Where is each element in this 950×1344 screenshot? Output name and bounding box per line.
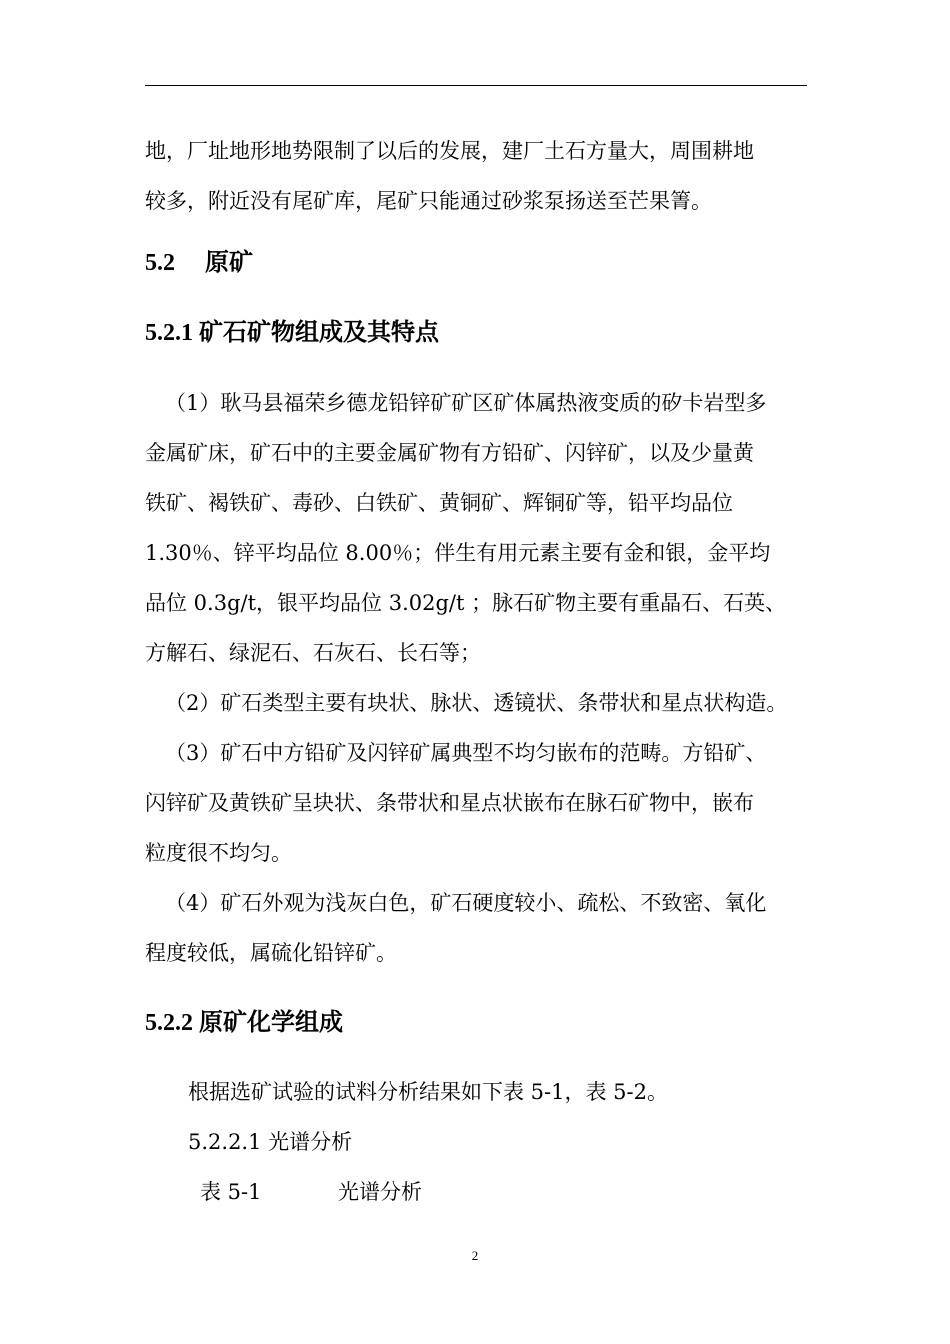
paragraph-line: 1.30％、锌平均品位 8.00％；伴生有用元素主要有金和银，金平均 [145,541,771,565]
paragraph-line: 粒度很不均匀。 [145,841,292,865]
subsubsection-heading: 5.2.2.1 光谱分析 [188,1130,353,1154]
subsection-heading: 5.2.2 原矿化学组成 [145,1010,343,1036]
page-number: 2 [471,1248,479,1263]
paragraph-line: 品位 0.3g/t，银平均品位 3.02g/t ；脉石矿物主要有重晶石、石英、 [145,591,787,615]
header-rule [145,85,807,86]
section-heading: 5.2 原矿 [145,250,253,276]
paragraph-line: 程度较低，属硫化铅锌矿。 [145,941,397,965]
paragraph-line: 铁矿、褐铁矿、毒砂、白铁矿、黄铜矿、辉铜矿等，铅平均品位 [145,491,733,515]
paragraph-line: （1）耿马县福荣乡德龙铅锌矿矿区矿体属热液变质的矽卡岩型多 [165,391,767,415]
paragraph-line: （4）矿石外观为浅灰白色，矿石硬度较小、疏松、不致密、氧化 [165,891,767,915]
table-caption-title: 光谱分析 [338,1180,422,1204]
table-caption-number: 表 5-1 [200,1180,262,1204]
paragraph-line: （3）矿石中方铅矿及闪锌矿属典型不均匀嵌布的范畴。方铅矿、 [165,741,767,765]
paragraph-line: 根据选矿试验的试料分析结果如下表 5-1，表 5-2。 [188,1080,668,1104]
paragraph-line: 方解石、绿泥石、石灰石、长石等； [145,641,481,665]
paragraph-line: 金属矿床，矿石中的主要金属矿物有方铅矿、闪锌矿，以及少量黄 [145,441,754,465]
paragraph-line: （2）矿石类型主要有块状、脉状、透镜状、条带状和星点状构造。 [165,691,788,715]
paragraph-line: 较多，附近没有尾矿库，尾矿只能通过砂浆泵扬送至芒果箐。 [145,189,712,213]
subsection-heading: 5.2.1 矿石矿物组成及其特点 [145,320,439,346]
paragraph-line: 闪锌矿及黄铁矿呈块状、条带状和星点状嵌布在脉石矿物中，嵌布 [145,791,754,815]
paragraph-line: 地，厂址地形地势限制了以后的发展，建厂土石方量大，周围耕地 [145,139,754,163]
